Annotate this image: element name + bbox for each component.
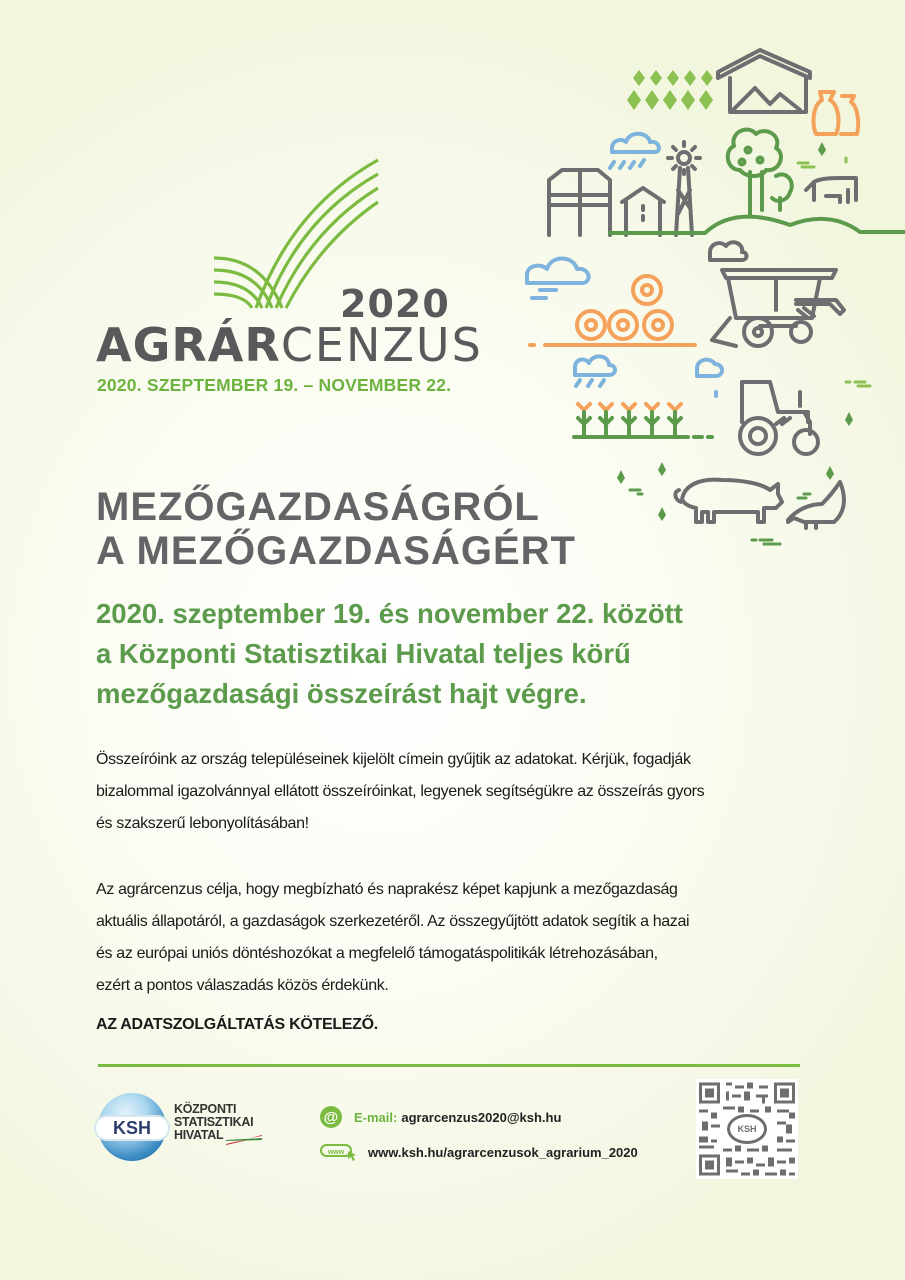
paragraph-line: és szakszerű lebonyolításában! [96, 815, 309, 832]
cow-icon [806, 178, 856, 202]
body-paragraph-1 [96, 744, 816, 840]
tractor-icon [740, 382, 818, 454]
seedlings-icon [627, 70, 713, 110]
logo-word-light: CENZUS [280, 318, 483, 372]
ksh-name-line-2: STATISZTIKAI [174, 1115, 254, 1129]
contact-web [320, 1143, 638, 1161]
logo-word-bold: AGRÁR [96, 318, 281, 372]
headline-line-1: MEZŐGAZDASÁGRÓL [96, 485, 540, 529]
ksh-abbr: KSH [112, 1117, 151, 1138]
sacks-icon [814, 92, 859, 134]
sprout-icon [617, 142, 853, 521]
paragraph-line: Az agrárcenzus célja, hogy megbízható és naprakész képet kapjunk a mezőgazdaság [96, 881, 678, 898]
footer-divider [98, 1064, 800, 1067]
hay-bales-icon [530, 276, 695, 345]
ksh-logo [98, 1093, 270, 1163]
paragraph-line: Összeíróink az ország településeinek kijelölt címein gyűjtik az adatokat. Kérjük, fogadják [96, 751, 691, 768]
ksh-name-line-3: HIVATAL [174, 1128, 224, 1142]
ksh-band [94, 1115, 170, 1141]
subheadline [96, 594, 683, 714]
cloud-icon [710, 242, 747, 260]
website-link[interactable]: www.ksh.hu/agrarcenzusok_agrarium_2020 [368, 1144, 638, 1160]
www-cursor-icon [320, 1143, 360, 1161]
paragraph-line: és az európai uniós döntéshozókat a megfelelő támogatáspolitikák létrehozásában, [96, 945, 658, 962]
pig-icon [675, 480, 782, 522]
hen-icon [788, 482, 844, 528]
logo-year: 2020 [340, 282, 450, 326]
rain-cloud-icon [610, 134, 659, 168]
rain-cloud-icon [575, 356, 722, 396]
email-link[interactable]: agrarcenzus2020@ksh.hu [401, 1109, 562, 1125]
corn-field-icon [574, 404, 712, 437]
windmill-icon [668, 142, 700, 235]
headline [96, 485, 576, 573]
at-icon: @ [320, 1106, 342, 1128]
hungarian-flag-stripes-icon [226, 1135, 262, 1145]
svg-text:www: www [327, 1149, 345, 1156]
paragraph-line: ezért a pontos válaszadás közös érdekünk. [96, 977, 389, 994]
farm-illustration [520, 40, 905, 560]
contact-email [320, 1106, 561, 1128]
qr-badge-label: KSH [737, 1124, 757, 1134]
qr-ksh-badge [727, 1114, 767, 1144]
logo-dates: 2020. SZEPTEMBER 19. – NOVEMBER 22. [97, 375, 452, 395]
ksh-name-line-1: KÖZPONTI [174, 1102, 237, 1116]
qr-code[interactable] [696, 1079, 798, 1179]
subheadline-line-1: 2020. szeptember 19. és november 22. között [96, 598, 683, 629]
house-icon [622, 188, 664, 235]
cloud-icon [527, 259, 589, 299]
silo-icon [549, 170, 610, 235]
subheadline-line-3: mezőgazdasági összeírást hajt végre. [96, 678, 587, 709]
ground-line [610, 217, 905, 233]
headline-line-2: A MEZŐGAZDASÁGÉRT [96, 529, 576, 573]
paragraph-line: bizalommal igazolvánnyal ellátott összeíróinkat, legyenek segítségükre az összeírás gyors [96, 783, 705, 800]
subheadline-line-2: a Központi Statisztikai Hivatal teljes körű [96, 638, 631, 669]
tree-icon [728, 130, 792, 214]
email-label: E-mail: [354, 1109, 398, 1125]
paragraph-line: aktuális állapotáról, a gazdaságok szerkezetéről. Az összegyűjtött adatok segítik a hazai [96, 913, 690, 930]
body-paragraph-2 [96, 874, 816, 1002]
combine-harvester-icon [712, 270, 844, 346]
mandatory-notice: AZ ADATSZOLGÁLTATÁS KÖTELEZŐ. [96, 1016, 378, 1033]
barn-icon [718, 50, 810, 112]
logo-wordmark [96, 318, 483, 372]
